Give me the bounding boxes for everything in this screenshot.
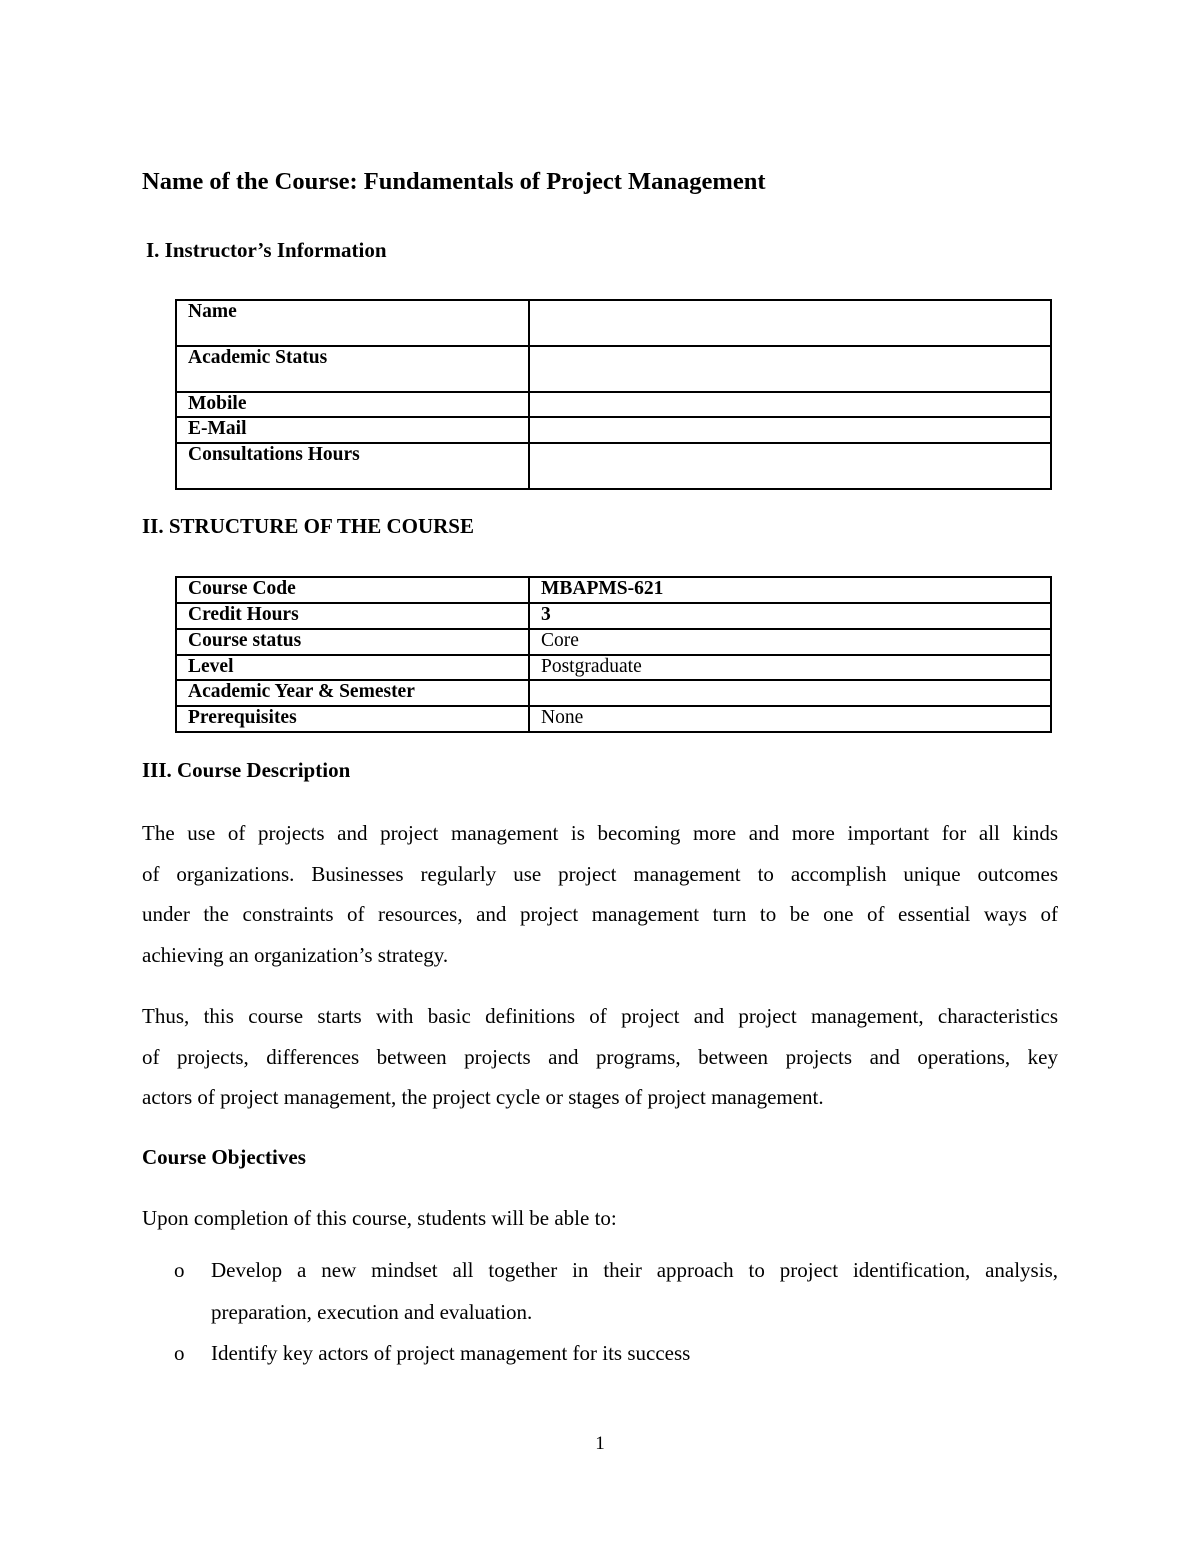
level-value: Postgraduate [529,655,1051,680]
table-row [176,680,1051,706]
list-item [142,1250,1058,1333]
description-paragraph-1 [142,813,1058,975]
bullet-marker: o [174,1258,185,1282]
course-objectives-heading: Course Objectives [142,1145,306,1169]
instructor-name-label: Name [176,300,529,346]
paragraph-line: Thus, this course starts with basic definitions of project and project management, characteristics [142,1004,1058,1028]
course-code-label: Course Code [176,577,529,603]
list-item [142,1333,1058,1375]
objective-line: preparation, execution and evaluation. [211,1299,533,1324]
level-label: Level [176,655,529,680]
academic-status-label: Academic Status [176,346,529,392]
prerequisites-value: None [529,706,1051,732]
table-row [176,392,1051,417]
course-structure-table [175,576,1052,733]
credit-hours-value: 3 [529,603,1051,629]
prerequisites-label: Prerequisites [176,706,529,732]
paragraph-line: under the constraints of resources, and project management turn to be one of essential ways of [142,902,1058,926]
instructor-name-value [529,300,1051,346]
table-row [176,443,1051,489]
objective-line: Develop a new mindset all together in their approach to project identification, analysis, [211,1258,1058,1282]
paragraph-line: The use of projects and project management is becoming more and more important for all kinds [142,821,1058,845]
academic-status-value [529,346,1051,392]
course-description-heading: III. Course Description [142,758,351,782]
objectives-list [142,1250,1058,1375]
email-label: E-Mail [176,417,529,443]
email-value [529,417,1051,443]
instructor-info-heading: I. Instructor’s Information [146,238,387,262]
instructor-info-table [175,299,1052,490]
table-row [176,417,1051,443]
mobile-label: Mobile [176,392,529,417]
objectives-intro [142,1198,1058,1239]
course-status-value: Core [529,629,1051,655]
table-row [176,706,1051,732]
course-status-label: Course status [176,629,529,655]
paragraph-line: of projects, differences between projects and programs, between projects and operations, key [142,1044,1058,1069]
consultation-hours-value [529,443,1051,489]
table-row [176,603,1051,629]
course-structure-heading: II. STRUCTURE OF THE COURSE [142,514,474,538]
paragraph-line: actors of project management, the project cycle or stages of project management. [142,1085,824,1109]
credit-hours-label: Credit Hours [176,603,529,629]
academic-year-label: Academic Year & Semester [176,680,529,706]
mobile-value [529,392,1051,417]
objective-line: Identify key actors of project management for its success [211,1341,691,1365]
bullet-marker: o [174,1341,185,1365]
paragraph-line: of organizations. Businesses regularly use project management to accomplish unique outcomes [142,861,1058,886]
objectives-intro-text: Upon completion of this course, students will be able to: [142,1206,617,1230]
course-title: Name of the Course: Fundamentals of Project Management [142,168,766,195]
table-row [176,346,1051,392]
page-number: 1 [595,1433,605,1454]
paragraph-line: achieving an organization’s strategy. [142,942,449,967]
description-paragraph-2 [142,996,1058,1118]
course-code-value: MBAPMS-621 [529,577,1051,603]
table-row [176,655,1051,680]
table-row [176,577,1051,603]
table-row [176,629,1051,655]
consultation-hours-label: Consultations Hours [176,443,529,489]
academic-year-value [529,680,1051,706]
table-row [176,300,1051,346]
